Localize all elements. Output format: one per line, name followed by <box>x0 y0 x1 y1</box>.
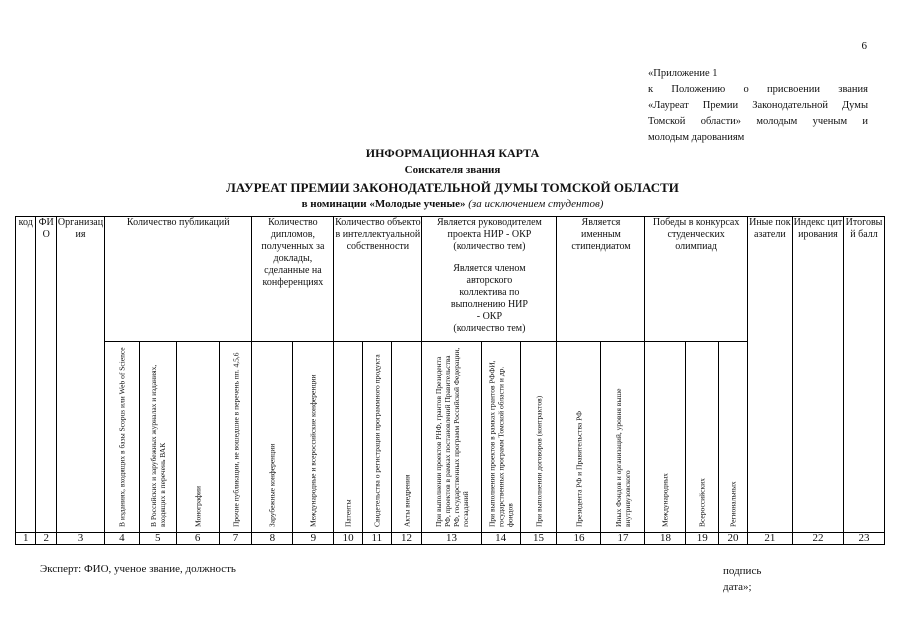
column-number: 19 <box>686 533 719 545</box>
header-intellectual-property: Количество объектов интеллектуальной собственности <box>334 217 422 342</box>
expert-line: Эксперт: ФИО, ученое звание, должность <box>40 563 236 575</box>
column-number: 3 <box>56 533 104 545</box>
column-number: 16 <box>557 533 601 545</box>
appendix-line-1: «Приложение 1 <box>648 68 718 79</box>
header-nir-member: Является членом авторского коллектива по выполнению НИР - ОКР (количество тем) <box>450 263 528 334</box>
column-number: 23 <box>844 533 885 545</box>
subheader-ol-regional: Региональных <box>719 342 748 533</box>
column-number: 10 <box>334 533 363 545</box>
subheader-nir-rffi: При выполнении проектов в рамках грантов РФФИ, государственных программ Томской области и др. фондов <box>481 342 520 533</box>
header-nir-projects <box>422 217 557 342</box>
header-nir-head: Является руководителем проекта НИР - ОКР (количество тем) <box>436 217 542 252</box>
subheader-pub-other: Прочие публикации, не вошедшие в перечень пп. 4,5,6 <box>219 342 252 533</box>
column-number: 17 <box>601 533 645 545</box>
column-number: 1 <box>16 533 36 545</box>
subheader-ol-intl: Международных <box>645 342 686 533</box>
subheader-ip-patents: Патенты <box>334 342 363 533</box>
column-number: 15 <box>520 533 557 545</box>
header-scholar: Является именным стипендиатом <box>557 217 645 342</box>
date-label: дата»; <box>723 581 752 593</box>
column-number: 8 <box>252 533 293 545</box>
subheader-pub-vak: В Российских и зарубежных журналах и изданиях, входящих в перечень ВАК <box>139 342 176 533</box>
subheader-ip-acts: Акты внедрения <box>391 342 422 533</box>
column-number: 20 <box>719 533 748 545</box>
appendix-note <box>648 66 868 146</box>
header-publications: Количество публикаций <box>105 217 252 342</box>
information-card-table <box>15 216 885 545</box>
column-number: 6 <box>176 533 219 545</box>
column-number: 12 <box>391 533 422 545</box>
column-number: 13 <box>422 533 481 545</box>
column-number: 4 <box>105 533 140 545</box>
header-olympiad: Победы в конкурсах студенческих олимпиад <box>645 217 747 342</box>
subheader-dip-foreign: Зарубежные конференции <box>252 342 293 533</box>
appendix-line-3: «Лауреат Премии Законодательной Думы <box>648 100 868 111</box>
subheader-nir-contracts: При выполнении договоров (контрактов) <box>520 342 557 533</box>
appendix-line-4: Томской области» молодым ученым и <box>648 116 868 127</box>
nomination-text: в номинации «Молодые ученые» <box>301 198 466 210</box>
column-number: 5 <box>139 533 176 545</box>
nomination-note: (за исключением студентов) <box>468 198 604 210</box>
page-number: 6 <box>861 40 867 52</box>
column-number: 18 <box>645 533 686 545</box>
column-number: 22 <box>792 533 843 545</box>
header-diplomas: Количество дипломов, полученных за доклады, сделанные на конференциях <box>252 217 334 342</box>
subheader-pub-monographs: Монографии <box>176 342 219 533</box>
column-number: 7 <box>219 533 252 545</box>
nomination-line <box>0 198 905 210</box>
document-subtitle: Соискателя звания <box>404 164 501 176</box>
subheader-pub-scopus: В изданиях, входящих в базы Scopus или Web of Science <box>105 342 140 533</box>
column-number: 9 <box>293 533 334 545</box>
award-title: ЛАУРЕАТ ПРЕМИИ ЗАКОНОДАТЕЛЬНОЙ ДУМЫ ТОМСКОЙ ОБЛАСТИ <box>226 180 679 195</box>
column-number: 21 <box>747 533 792 545</box>
appendix-line-5: молодым дарованиям <box>648 132 745 143</box>
header-citation-index: Индекс цитирования <box>792 217 843 533</box>
signature-block <box>723 563 761 595</box>
subheader-ol-all-russia: Всероссийских <box>686 342 719 533</box>
subheader-ip-software: Свидетельства о регистрации программного продукта <box>363 342 392 533</box>
column-number: 11 <box>363 533 392 545</box>
column-number: 2 <box>36 533 56 545</box>
header-other-indicators: Иные показатели <box>747 217 792 533</box>
header-organization: Организация <box>56 217 104 533</box>
header-fio: ФИО <box>36 217 56 533</box>
header-code: код <box>16 217 36 533</box>
subheader-sch-funds: Иных Фондов и организаций, уровня выше внутривузовского <box>601 342 645 533</box>
signature-label: подпись <box>723 565 762 577</box>
appendix-line-2: к Положению о присвоении звания <box>648 84 868 95</box>
document-title: ИНФОРМАЦИОННАЯ КАРТА <box>365 146 540 160</box>
subheader-sch-president: Президента РФ и Правительства РФ <box>557 342 601 533</box>
header-total-score: Итоговый балл <box>844 217 885 533</box>
subheader-dip-intl: Международные и всероссийские конференции <box>293 342 334 533</box>
column-number: 14 <box>481 533 520 545</box>
subheader-nir-grants: При выполнении проектов РНФ, грантов Президента РФ, проектов в рамках постановлений Правительства РФ, государственных программ Российской Федерации, госзаданий <box>422 342 481 533</box>
